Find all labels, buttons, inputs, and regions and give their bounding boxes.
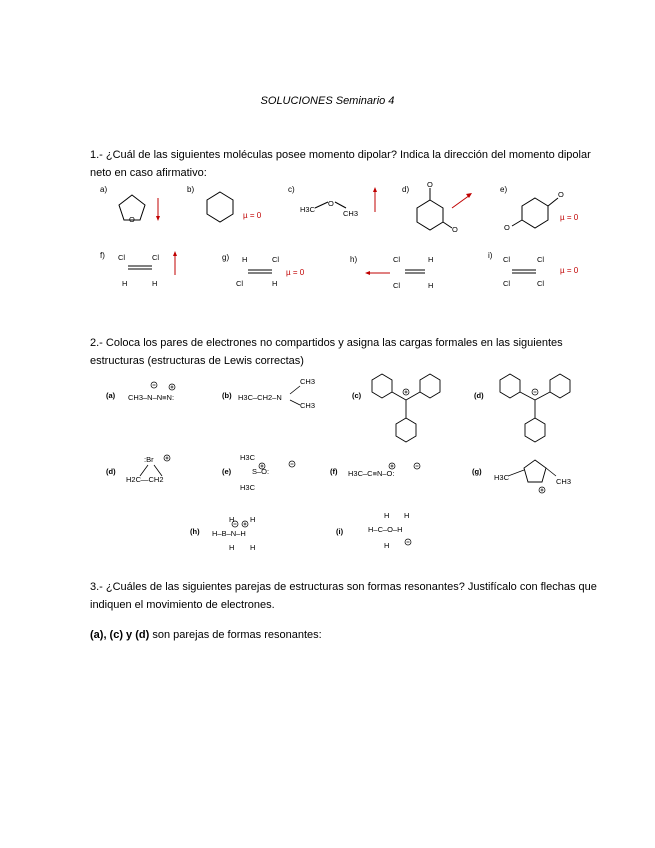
svg-text:H: H bbox=[384, 541, 390, 550]
svg-text:Cl: Cl bbox=[503, 279, 511, 288]
svg-text:H3C: H3C bbox=[240, 483, 256, 492]
struct-2a: CH3–N–N≡N: bbox=[128, 393, 175, 402]
svg-text:Cl: Cl bbox=[393, 255, 401, 264]
label-2h: (h) bbox=[190, 527, 200, 536]
svg-text:H: H bbox=[229, 515, 235, 524]
mu-zero-e: µ = 0 bbox=[560, 213, 579, 222]
struct-2d-ring: H2C—CH2 bbox=[126, 475, 164, 484]
label-2c: (c) bbox=[352, 391, 362, 400]
dione-13-ring bbox=[417, 200, 443, 230]
answer-pairs: (a), (c) y (d) bbox=[90, 629, 150, 641]
label-2a: (a) bbox=[106, 391, 116, 400]
svg-text:H3C: H3C bbox=[494, 473, 510, 482]
svg-text:O: O bbox=[504, 223, 510, 232]
label-2i: (i) bbox=[336, 527, 344, 536]
struct-2b: H3C–CH2–N bbox=[238, 393, 282, 402]
dione-14-ring bbox=[522, 198, 548, 228]
svg-text:CH3: CH3 bbox=[300, 401, 316, 410]
imidazolium-ring bbox=[524, 460, 546, 482]
svg-text:Cl: Cl bbox=[152, 253, 160, 262]
svg-text:H: H bbox=[152, 279, 158, 288]
trityl-cation bbox=[372, 374, 440, 442]
struct-2e: S–O: bbox=[252, 467, 270, 476]
mu-zero-g: µ = 0 bbox=[286, 268, 305, 277]
label-2b: (b) bbox=[222, 391, 232, 400]
svg-text:Cl: Cl bbox=[537, 255, 545, 264]
struct-2d-br: :Br bbox=[144, 455, 154, 464]
svg-text:H: H bbox=[404, 511, 410, 520]
mu-zero-i: µ = 0 bbox=[560, 266, 579, 275]
svg-text:Cl: Cl bbox=[393, 281, 401, 290]
ether-h3c: H3C bbox=[300, 205, 316, 214]
label-1h: h) bbox=[350, 255, 358, 264]
ether-oxygen: O bbox=[328, 199, 334, 208]
svg-text:O: O bbox=[427, 180, 433, 189]
svg-text:Cl: Cl bbox=[503, 255, 511, 264]
dipole-arrow-d bbox=[452, 195, 470, 208]
svg-text:H: H bbox=[428, 255, 434, 264]
svg-text:H: H bbox=[122, 279, 128, 288]
label-2d2: (d) bbox=[106, 467, 116, 476]
svg-text:O: O bbox=[452, 225, 458, 234]
svg-text:H: H bbox=[384, 511, 390, 520]
svg-text:H: H bbox=[272, 279, 278, 288]
question-1-text: 1.- ¿Cuál de las siguientes moléculas posee momento dipolar? Indica la dirección del momento dipolar neto en caso afirmativo: bbox=[90, 149, 591, 179]
dioxane-ring bbox=[207, 192, 233, 222]
label-1i: i) bbox=[488, 251, 493, 260]
label-1d: d) bbox=[402, 185, 410, 194]
label-2f: (f) bbox=[330, 467, 338, 476]
struct-2f: H3C–C≡N–O: bbox=[348, 469, 395, 478]
svg-text:Cl: Cl bbox=[236, 279, 244, 288]
question-3-text: 3.- ¿Cuáles de las siguientes parejas de estructuras son formas resonantes? Justifícalo con flechas que indiquen el movimiento de electrones. bbox=[90, 581, 597, 611]
label-1g: g) bbox=[222, 253, 230, 262]
question-1-figures bbox=[90, 180, 610, 295]
svg-text:Cl: Cl bbox=[272, 255, 280, 264]
svg-text:H: H bbox=[250, 543, 256, 552]
svg-text:H: H bbox=[428, 281, 434, 290]
svg-text:O: O bbox=[558, 190, 564, 199]
page-title: SOLUCIONES Seminario 4 bbox=[260, 95, 395, 107]
answer-rest: son parejas de formas resonantes: bbox=[149, 629, 322, 641]
struct-2i: H–C–O–H bbox=[368, 525, 403, 534]
struct-2h: H–B–N–H bbox=[212, 529, 246, 538]
label-2g: (g) bbox=[472, 467, 482, 476]
trityl-anion bbox=[500, 374, 570, 442]
svg-text:H: H bbox=[250, 515, 256, 524]
question-3-answer bbox=[90, 626, 610, 644]
label-1a: a) bbox=[100, 185, 108, 194]
ether-ch3: CH3 bbox=[343, 209, 359, 218]
question-2-text: 2.- Coloca los pares de electrones no compartidos y asigna las cargas formales en las siguientes estructuras (estructuras de Lewis correctas) bbox=[90, 337, 563, 367]
thf-oxygen: O bbox=[129, 215, 135, 224]
label-1f: f) bbox=[100, 251, 105, 260]
svg-text:Cl: Cl bbox=[537, 279, 545, 288]
label-1b: b) bbox=[187, 185, 195, 194]
svg-text:H3C: H3C bbox=[240, 453, 256, 462]
label-2e: (e) bbox=[222, 467, 232, 476]
mu-zero-b: µ = 0 bbox=[243, 211, 262, 220]
svg-text:CH3: CH3 bbox=[556, 477, 572, 486]
svg-text:H: H bbox=[242, 255, 248, 264]
svg-text:Cl: Cl bbox=[118, 253, 126, 262]
svg-text:CH3: CH3 bbox=[300, 377, 316, 386]
question-2-figures bbox=[90, 372, 610, 557]
svg-text:H: H bbox=[229, 543, 235, 552]
label-1c: c) bbox=[288, 185, 295, 194]
label-2d: (d) bbox=[474, 391, 484, 400]
label-1e: e) bbox=[500, 185, 508, 194]
